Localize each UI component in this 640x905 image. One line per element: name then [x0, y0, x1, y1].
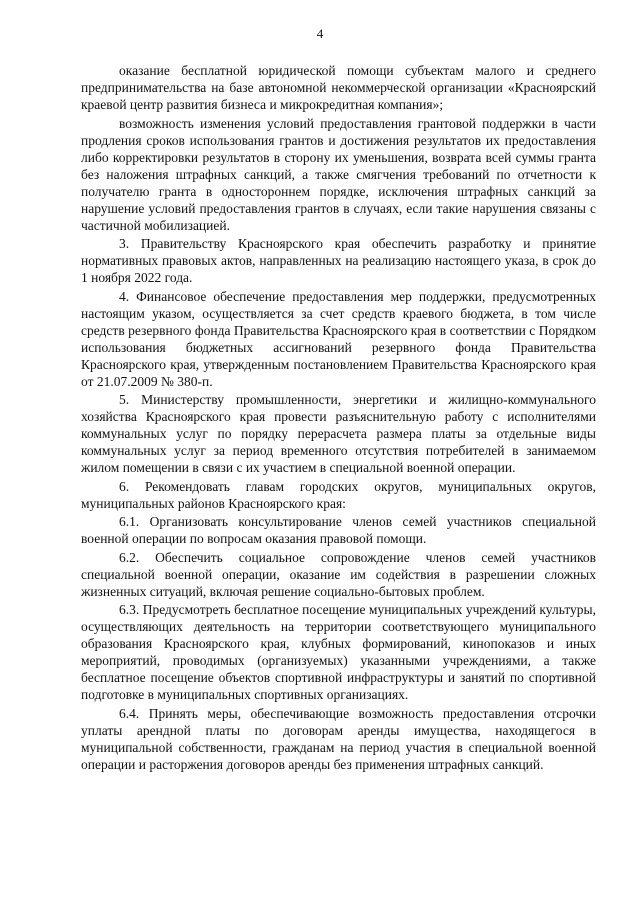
paragraph-4-financing: 4. Финансовое обеспечение предоставления мер поддержки, предусмотренных настоящим указом, осуществляется за счет средств краевого бюджета, в том числе средств резервного фонда Правительства Красноярского края в соответствии с Порядком использования бюджетных ассигнований резервного фонда Правительства Красноярского края, утвержденным постановлением Правительства Красноярского края от 21.07.2009 № 380-п.: [81, 288, 596, 389]
paragraph-6-4-rent-deferral: 6.4. Принять меры, обеспечивающие возможность предоставления отсрочки уплаты арендной платы по договорам аренды имущества, находящегося в муниципальной собственности, гражданам на период участия в специальной военной операции и расторжения договоров аренды без применения штрафных санкций.: [81, 705, 596, 772]
paragraph-6-2-social-support: 6.2. Обеспечить социальное сопровождение членов семей участников специальной военной операции, оказание им содействия в разрешении сложных жизненных ситуаций, включая решение социально-бытовых проблем.: [81, 549, 596, 599]
page-number: 4: [316, 26, 324, 41]
paragraph-legal-aid: оказание бесплатной юридической помощи субъектам малого и среднего предпринимательства на базе автономной некоммерческой организации «Красноярский краевой центр развития бизнеса и микрокредитная компания»;: [81, 63, 596, 112]
paragraph-3-government-acts: 3. Правительству Красноярского края обеспечить разработку и принятие нормативных правовых актов, направленных на реализацию настоящего указа, в срок до 1 ноября 2022 года.: [81, 236, 596, 285]
paragraph-6-3-free-visits: 6.3. Предусмотреть бесплатное посещение муниципальных учреждений культуры, осуществляющих деятельность на территории соответствующего муниципального образования Красноярского края, клубных формирований, кинопоказов и иных мероприятий, проводимых (организуемых) указанными учреждениями, а также бесплатное посещение объектов спортивной инфраструктуры и занятий по спортивной подготовке в муниципальных спортивных организациях.: [81, 602, 596, 702]
document-body: [81, 62, 596, 774]
paragraph-6-recommendations: 6. Рекомендовать главам городских округов, муниципальных округов, муниципальных районов Красноярского края:: [81, 478, 596, 511]
paragraph-6-1-consulting: 6.1. Организовать консультирование членов семей участников специальной военной операции по вопросам оказания правовой помощи.: [81, 514, 596, 546]
paragraph-grant-conditions: возможность изменения условий предоставления грантовой поддержки в части продления сроков использования грантов и достижения результатов их предоставления либо корректировки результатов в сторону их уменьшения, возврата всей суммы гранта без наложения штрафных санкций, а также смягчения требований по отчетности к получателю гранта в одностороннем порядке, исключения штрафных санкций за нарушение условий предоставления грантов в случаях, если такие нарушения связаны с частичной мобилизацией.: [81, 115, 596, 233]
paragraph-5-ministry: 5. Министерству промышленности, энергетики и жилищно-коммунального хозяйства Красноярского края провести разъяснительную работу с исполнителями коммунальных услуг по порядку перерасчета размера платы за отдельные виды коммунальных услуг за период временного отсутствия потребителей в занимаемом жилом помещении в связи с их участием в специальной военной операции.: [81, 392, 596, 475]
